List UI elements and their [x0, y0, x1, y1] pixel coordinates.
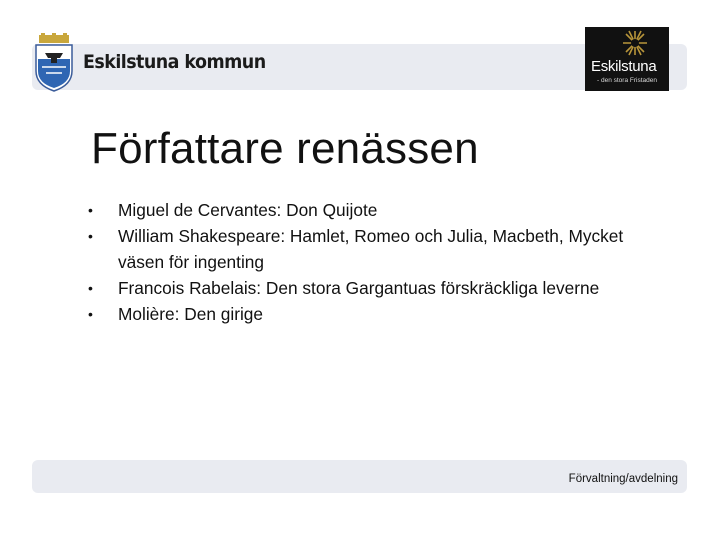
list-item: [88, 275, 668, 301]
brand-subtitle: - den stora Fristaden: [597, 77, 657, 84]
brand-logo: [585, 27, 669, 91]
footer-text: Förvaltning/avdelning: [568, 473, 678, 485]
bullet-icon: •: [88, 306, 93, 322]
bullet-text: Miguel de Cervantes: Don Quijote: [118, 200, 378, 220]
org-name: Eskilstuna kommun: [83, 51, 266, 73]
bullet-text: William Shakespeare: Hamlet, Romeo och Julia, Macbeth, Mycket väsen för ingenting: [118, 226, 624, 272]
list-item: [88, 301, 668, 327]
bullet-list: [88, 197, 668, 327]
list-item: [88, 223, 668, 275]
bullet-icon: •: [88, 228, 93, 244]
slide-title: Författare renässen: [91, 124, 479, 173]
list-item: [88, 197, 668, 223]
bullet-icon: •: [88, 280, 93, 296]
coat-of-arms-icon: [33, 33, 75, 93]
bullet-icon: •: [88, 202, 93, 218]
brand-title: Eskilstuna: [591, 58, 657, 75]
bullet-text: Francois Rabelais: Den stora Gargantuas förskräckliga leverne: [118, 278, 600, 298]
bullet-text: Molière: Den girige: [118, 304, 264, 324]
